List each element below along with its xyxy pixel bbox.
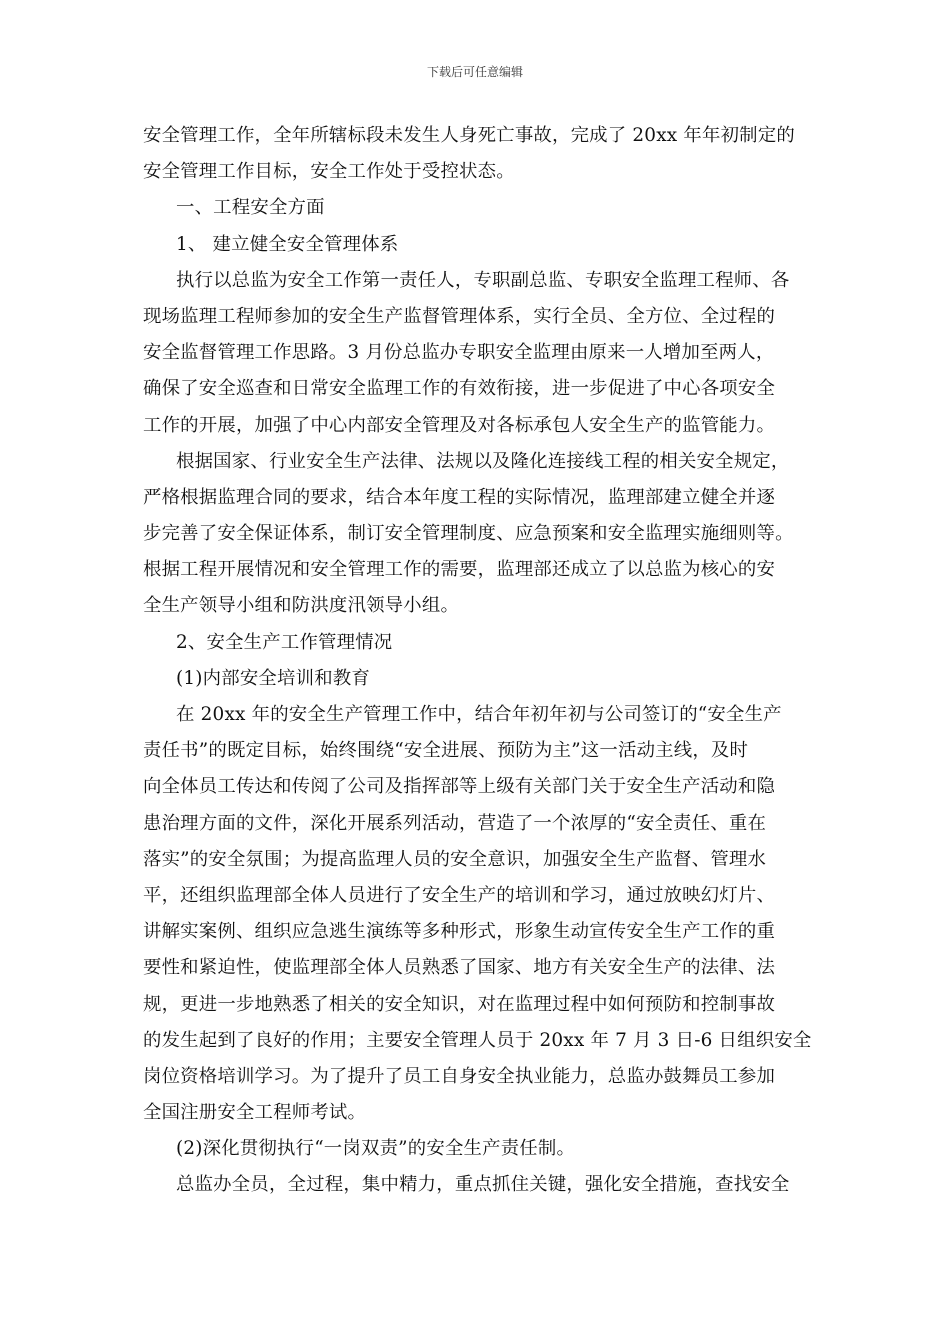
text-line: 执行以总监为安全工作第一责任人，专职副总监、专职安全监理工程师、各: [176, 269, 790, 291]
text-line: 患治理方面的文件，深化开展系列活动，营造了一个浓厚的“安全责任、重在: [143, 812, 767, 834]
text-line: 工作的开展，加强了中心内部安全管理及对各标承包人安全生产的监管能力。: [143, 414, 776, 436]
text-line: 步完善了安全保证体系，制订安全管理制度、应急预案和安全监理实施细则等。: [143, 523, 794, 545]
text-line: 讲解实案例、组织应急逃生演练等多种形式，形象生动宣传安全生产工作的重: [143, 921, 776, 943]
text-line: 落实”的安全氛围；为提高监理人员的安全意识，加强安全生产监督、管理水: [143, 848, 767, 870]
section-heading: 一、工程安全方面: [176, 197, 325, 219]
text-line: 向全体员工传达和传阅了公司及指挥部等上级有关部门关于安全生产活动和隐: [143, 776, 776, 798]
page-header: 下载后可任意编辑: [426, 65, 523, 79]
text-line: 要性和紧迫性，使监理部全体人员熟悉了国家、地方有关安全生产的法律、法: [143, 957, 776, 979]
text-line: 责任书”的既定目标，始终围绕“安全进展、预防为主”这一活动主线，及时: [143, 740, 749, 762]
text-line: 安全管理工作目标，安全工作处于受控状态。: [143, 161, 515, 183]
subsection-heading: 2、安全生产工作管理情况: [176, 631, 393, 653]
text-line: 现场监理工程师参加的安全生产监督管理体系，实行全员、全方位、全过程的: [143, 305, 776, 327]
subsection-heading: (2)深化贯彻执行“一岗双责”的安全生产责任制。: [176, 1138, 576, 1160]
text-line: 在 20xx 年的安全生产管理工作中，结合年初年初与公司签订的“安全生产: [176, 704, 782, 725]
text-line: 总监办全员，全过程，集中精力，重点抓住关键，强化安全措施，查找安全: [176, 1174, 790, 1196]
subsection-heading: 1、 建立健全安全管理体系: [176, 233, 399, 255]
text-line: 根据工程开展情况和安全管理工作的需要，监理部还成立了以总监为核心的安: [143, 559, 776, 581]
text-line: 的发生起到了良好的作用；主要安全管理人员于 20xx 年 7 月 3 日-6 日组织安全: [143, 1029, 812, 1051]
subsection-heading: (1)内部安全培训和教育: [176, 667, 370, 689]
text-line: 确保了安全巡查和日常安全监理工作的有效衔接，进一步促进了中心各项安全: [143, 378, 776, 400]
text-line: 平，还组织监理部全体人员进行了安全生产的培训和学习，通过放映幻灯片、: [143, 884, 776, 906]
text-line: 岗位资格培训学习。为了提升了员工自身安全执业能力，总监办鼓舞员工参加: [143, 1065, 776, 1087]
text-line: 安全管理工作，全年所辖标段未发生人身死亡事故，完成了 20xx 年年初制定的: [143, 125, 795, 146]
text-line: 规，更进一步地熟悉了相关的安全知识，对在监理过程中如何预防和控制事故: [143, 993, 776, 1015]
text-line: 根据国家、行业安全生产法律、法规以及隆化连接线工程的相关安全规定，: [176, 450, 790, 472]
text-line: 安全监督管理工作思路。3 月份总监办专职安全监理由原来一人增加至两人，: [143, 342, 775, 364]
document-body: [143, 118, 811, 1204]
text-line: 全国注册安全工程师考试。: [143, 1102, 367, 1124]
text-line: 严格根据监理合同的要求，结合本年度工程的实际情况，监理部建立健全并逐: [143, 486, 776, 508]
text-line: 全生产领导小组和防洪度汛领导小组。: [143, 595, 460, 617]
